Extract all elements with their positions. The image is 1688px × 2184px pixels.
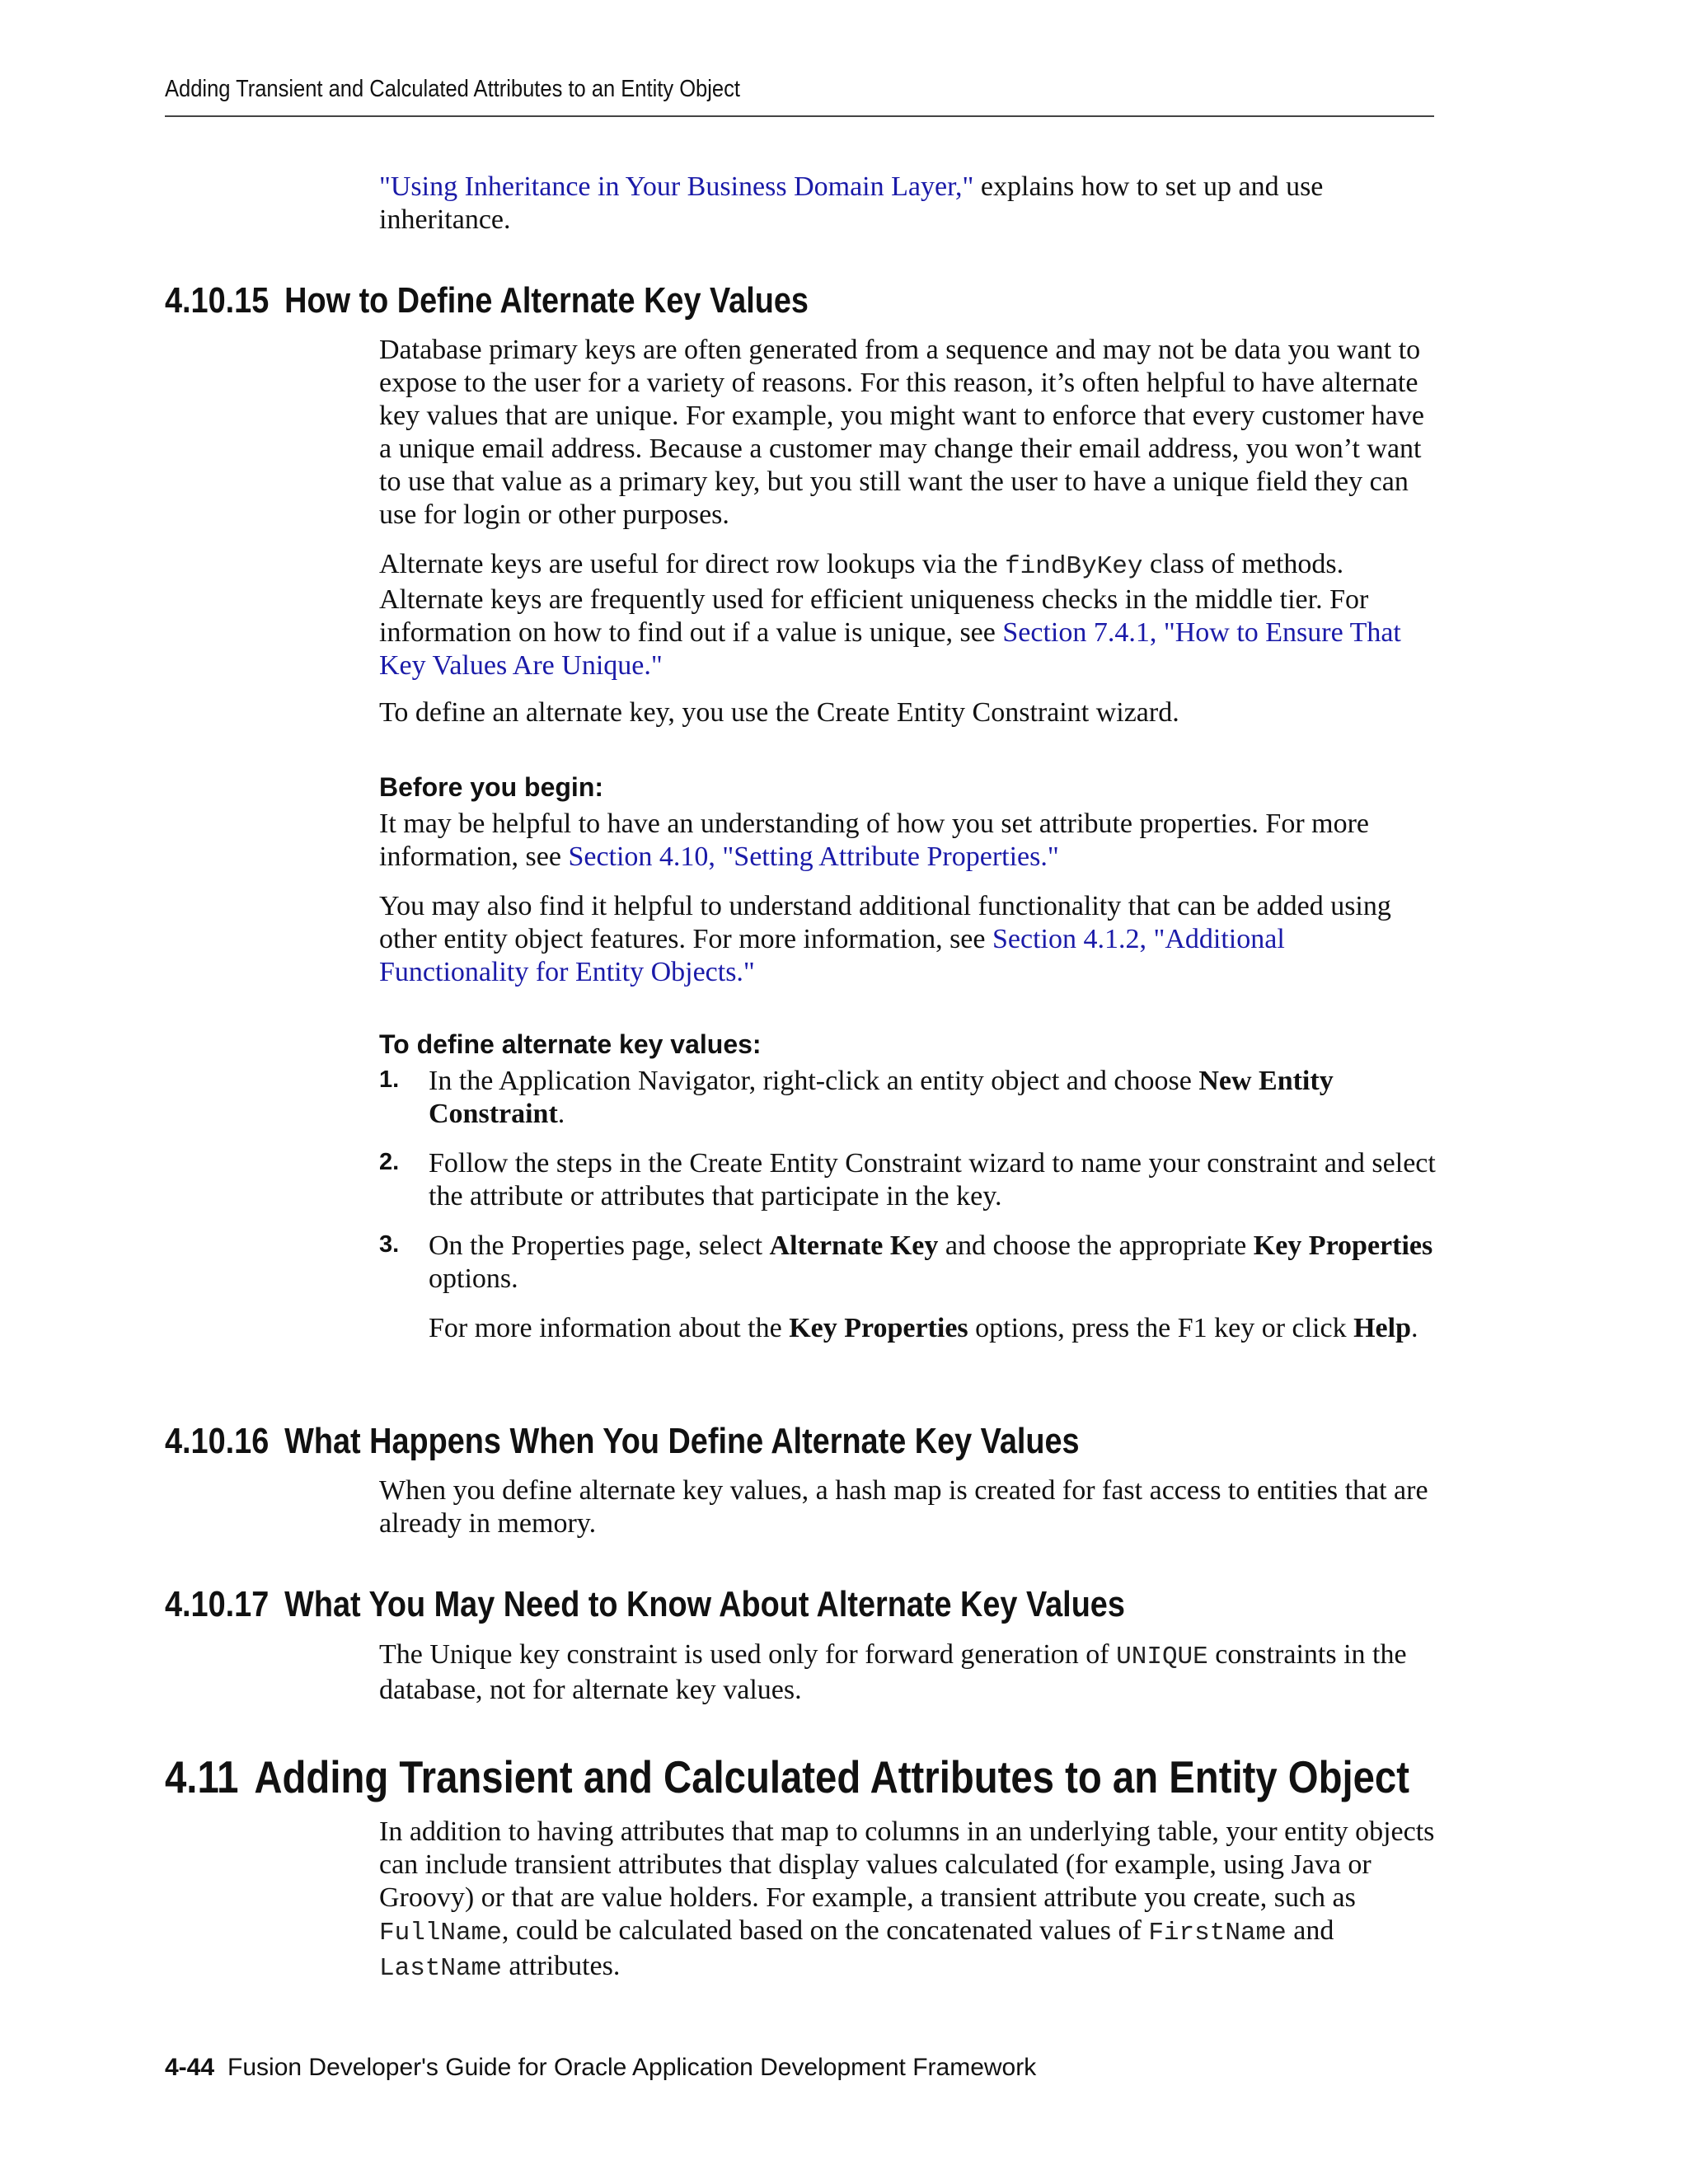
header-rule <box>165 115 1434 117</box>
inheritance-link[interactable]: "Using Inheritance in Your Business Domain Layer," <box>379 171 974 202</box>
new-entity-constraint-label: New Entity Constraint <box>429 1066 1334 1129</box>
step-1-text: In the Application Navigator, right-click an entity object and choose New Entity Constraint. <box>429 1066 1334 1129</box>
help-label: Help <box>1353 1313 1411 1343</box>
s15-paragraph-1: Database primary keys are often generated from a sequence and may not be data you want to expose to the user for a variety of reasons. For this reason, it’s often helpful to have alternate key values that are unique. For example, you might want to enforce that every customer have a unique email address. Because a customer may change their email address, you won’t want to use that value as a primary key, but you still want the user to have a unique field they can use for login or other purposes. <box>379 335 1424 530</box>
s15-paragraph-3: To define an alternate key, you use the Create Entity Constraint wizard. <box>379 697 1179 728</box>
page-number: 4-44 <box>165 2054 215 2081</box>
section-heading-4-11: 4.11 Adding Transient and Calculated Attributes to an Entity Object <box>165 1751 1409 1802</box>
s15-paragraph-2: Alternate keys are useful for direct row lookups via the findByKey class of methods. Alternate keys are frequently used for efficient uniqueness checks in the middle tier. For information on how to find out if a value is unique, see Section 7.4.1, "How to Ensure That Key Values Are Unique." <box>379 549 1401 681</box>
before-paragraph-2: You may also find it helpful to understand additional functionality that can be added using other entity object features. For more information, see Section 4.1.2, "Additional Functionality for Entity Objects." <box>379 891 1391 987</box>
step-3-note: For more information about the Key Properties options, press the F1 key or click Help. <box>429 1313 1418 1343</box>
s16-paragraph-1: When you define alternate key values, a hash map is created for fast access to entities that are already in memory. <box>379 1475 1428 1539</box>
section-4-10-link[interactable]: Section 4.10, "Setting Attribute Properties." <box>568 841 1059 872</box>
section-heading-4-10-16: 4.10.16 What Happens When You Define Alternate Key Values <box>165 1421 1080 1461</box>
section-heading-4-10-17: 4.10.17 What You May Need to Know About Alternate Key Values <box>165 1584 1125 1624</box>
step-3-text: On the Properties page, select Alternate Key and choose the appropriate Key Properties options. <box>429 1230 1433 1294</box>
intro-paragraph: "Using Inheritance in Your Business Domain Layer," explains how to set up and use inheritance. <box>379 171 1324 235</box>
alternate-key-label: Alternate Key <box>769 1230 939 1261</box>
footer-title: Fusion Developer's Guide for Oracle Application Development Framework <box>227 2054 1037 2081</box>
section-heading-4-10-15: 4.10.15 How to Define Alternate Key Values <box>165 280 809 321</box>
unique-code: UNIQUE <box>1116 1643 1208 1671</box>
key-properties-label: Key Properties <box>1253 1230 1433 1261</box>
procedure-heading: To define alternate key values: <box>379 1029 762 1059</box>
before-paragraph-1: It may be helpful to have an understanding of how you set attribute properties. For more information, see Section 4.10, "Setting Attribute Properties." <box>379 808 1370 872</box>
running-header: Adding Transient and Calculated Attributes to an Entity Object <box>165 76 740 102</box>
step-2-text: Follow the steps in the Create Entity Constraint wizard to name your constraint and select the attribute or attributes that participate in the key. <box>429 1148 1436 1212</box>
step-2-number: 2. <box>379 1149 400 1175</box>
page-footer <box>165 2054 1036 2082</box>
step-3-number: 3. <box>379 1231 400 1258</box>
section-4-1-2-link[interactable]: Section 4.1.2, "Additional Functionality for Entity Objects." <box>379 924 1285 987</box>
s17-paragraph-1: The Unique key constraint is used only for forward generation of UNIQUE constraints in the database, not for alternate key values. <box>379 1639 1407 1705</box>
before-you-begin-heading: Before you begin: <box>379 772 604 802</box>
lastname-code: LastName <box>379 1954 502 1983</box>
section-7-4-1-link[interactable]: Section 7.4.1, "How to Ensure That Key Values Are Unique." <box>379 617 1401 681</box>
firstname-code: FirstName <box>1148 1919 1287 1947</box>
findbykey-code: findByKey <box>1005 552 1143 581</box>
fullname-code: FullName <box>379 1919 502 1947</box>
step-1-number: 1. <box>379 1066 400 1093</box>
s411-paragraph-1: In addition to having attributes that map to columns in an underlying table, your entity objects can include transient attributes that display values calculated (for example, using Java or Groovy) or that are value holders. For example, a transient attribute you create, such as FullName, could be calculated based on the concatenated values of FirstName and LastName attributes. <box>379 1816 1435 1983</box>
